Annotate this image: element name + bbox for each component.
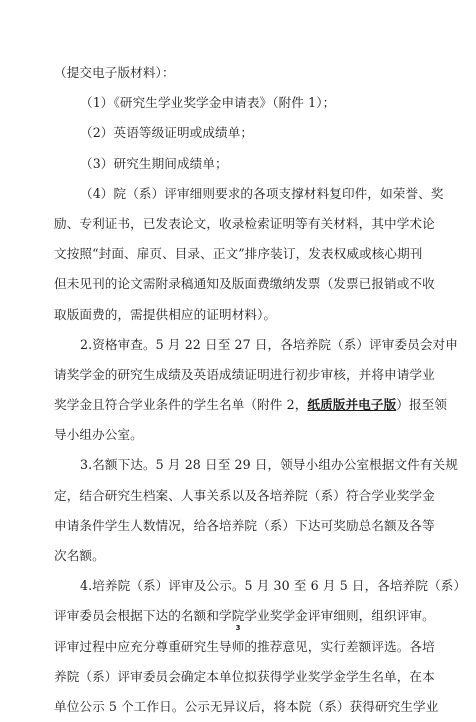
section-qualification-review: 2.资格审查。5 月 22 日至 27 日，各培养院（系）评审委员会对申 bbox=[80, 336, 458, 352]
list-item-2: （2）英语等级证明或成绩单； bbox=[80, 125, 254, 141]
section-quota-allocation: 3.名额下达。5 月 28 日至 29 日，领导小组办公室根据文件有关规 bbox=[80, 457, 458, 473]
paragraph-line: 文按照“封面、扉页、目录、正文”排序装订，发表权威或核心期刊 bbox=[54, 246, 423, 262]
paragraph-line: （提交电子版材料）： bbox=[54, 65, 175, 80]
paragraph-line: 励、专利证书，已发表论文，收录检索证明等有关材料，其中学术论 bbox=[54, 215, 435, 231]
list-item-4: （4）院（系）评审细则要求的各项支撑材料复印件，如荣誉、奖 bbox=[80, 185, 444, 201]
list-item-3: （3）研究生期间成绩单； bbox=[80, 155, 228, 171]
paragraph-line: 取版面费的，需提供相应的证明材料）。 bbox=[54, 306, 277, 322]
paragraph-line: 申请条件学生人数情况，给各培养院（系）下达可奖励总名额及各等 bbox=[54, 517, 435, 533]
page-number: 3 bbox=[235, 624, 241, 632]
paragraph-line: 评审过程中应充分尊重研究生导师的推荐意见，实行差额评选。各培 bbox=[54, 638, 435, 654]
paragraph-line: 养院（系）评审委员会确定本单位拟获得学业奖学金学生名单，在本 bbox=[54, 668, 435, 684]
section-review-and-publicity: 4.培养院（系）评审及公示。5 月 30 至 6 月 5 日，各培养院（系） bbox=[80, 578, 467, 594]
line-text: ）报至领 bbox=[396, 397, 448, 413]
paragraph-line bbox=[54, 390, 446, 420]
paragraph-line: 请奖学金的研究生成绩及英语成绩证明进行初步审核，并将申请学业 bbox=[54, 366, 435, 382]
paragraph-line: 次名额。 bbox=[54, 548, 105, 563]
line-text: 奖学金且符合学业条件的学生名单（附件 2， bbox=[54, 397, 308, 413]
list-item-1: （1）《研究生学业奖学金申请表》（附件 1）； bbox=[80, 95, 336, 111]
paragraph-line: 定，结合研究生档案、人事关系以及各培养院（系）符合学业奖学金 bbox=[54, 487, 435, 503]
document-body bbox=[54, 58, 467, 722]
paragraph-line: 导小组办公室。 bbox=[54, 427, 143, 443]
paragraph-line: 评审委员会根据下达的名额和学院学业奖学金评审细则，组织评审。 bbox=[54, 608, 435, 624]
emphasis-text: 纸质版并电子版 bbox=[307, 397, 397, 413]
paragraph-line: 单位公示 5 个工作日。公示无异议后，将本院（系）获得研究生学业 bbox=[54, 698, 439, 714]
paragraph-line: 但未见刊的论文需附录稿通知及版面费缴纳发票（发票已报销或不收 bbox=[54, 276, 435, 292]
